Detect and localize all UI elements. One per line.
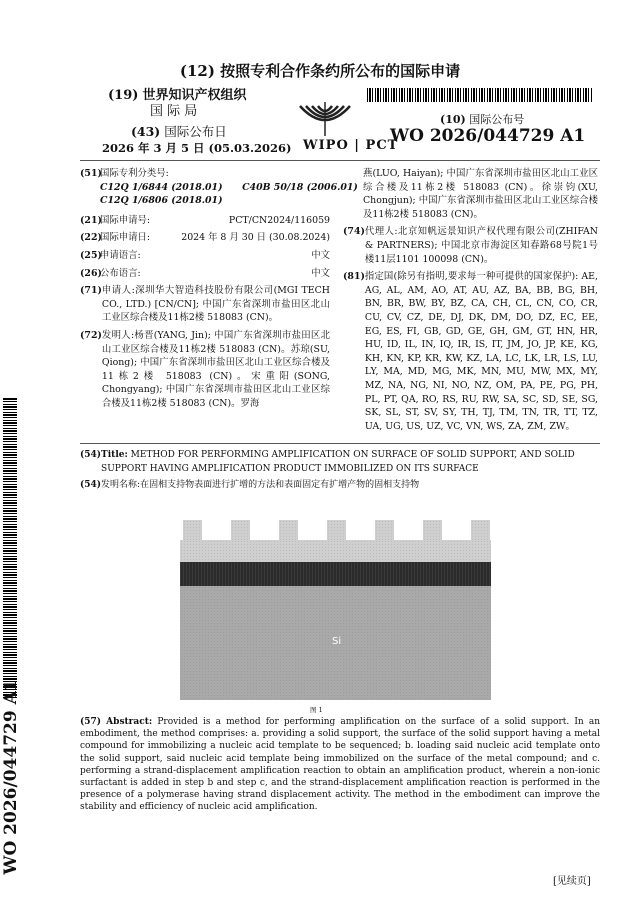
biblio-divider — [80, 443, 600, 444]
agent-text: 代理人:北京知帆远景知识产权代理有限公司(ZHIFAN & PARTNERS); 中国北京市海淀区知春路68号院1号楼11层1101 100098 (CN)。 — [364, 226, 598, 265]
appno-code: (21) — [80, 214, 102, 226]
figure-caption: 图 1 — [310, 706, 323, 714]
publang-code: (26) — [80, 267, 102, 279]
figure-1 — [180, 520, 491, 700]
title-en-code: (54) — [80, 450, 102, 460]
org-name: 世界知识产权组织 — [142, 88, 247, 103]
filing-code: (22) — [80, 232, 102, 244]
comb-tooth — [375, 520, 394, 540]
pubno-code: (10) — [440, 113, 466, 126]
ipc-line-2: C12Q 1/6806 (2018.01) — [100, 195, 223, 207]
pubdate-label: 国际公布日 — [164, 124, 227, 139]
title-zh-code: (54) — [80, 480, 102, 491]
applicant-text: 申请人:深圳华大智造科技股份有限公司(MGI TECH CO., LTD.) [CN/CN]; 中国广东省深圳市盐田区北山工业区综合楼及11栋2楼 518083 (CN)。 — [101, 285, 330, 324]
applicant-code: (71) — [80, 285, 102, 297]
comb-tooth — [471, 520, 490, 540]
comb-tooth — [327, 520, 346, 540]
comb-tooth — [183, 520, 202, 540]
pubno-value: WO 2026/044729 A1 — [390, 126, 586, 146]
pubno-heading — [440, 111, 524, 127]
org-code: (19) — [108, 88, 139, 103]
si-label: Si — [332, 636, 342, 647]
comb-tooth — [279, 520, 298, 540]
inventor-continued: 燕(LUO, Haiyan); 中国广东省深圳市盐田区北山工业区综合楼及11栋2楼 518083 (CN)。徐崇钧(XU, Chongjun); 中国广东省深圳市盐田区北山工业区综合楼及11栋2楼 518083 (CN)。 — [363, 168, 598, 220]
filinglang-value: 中文 — [311, 249, 330, 261]
pubdate-heading — [131, 122, 227, 140]
appno-value: PCT/CN2024/116059 — [228, 214, 330, 226]
abstract-label: Abstract: — [106, 717, 153, 727]
filing-label: 国际申请日: — [100, 232, 151, 244]
publang-value: 中文 — [311, 267, 330, 279]
right-column — [343, 167, 598, 433]
ipc-code: (51) — [80, 168, 102, 179]
org-office: 国 际 局 — [150, 104, 198, 119]
pubdate-value: 2026 年 3 月 5 日 (05.03.2026) — [102, 141, 292, 155]
inventor-text: 发明人:杨晋(YANG, Jin); 中国广东省深圳市盐田区北山工业区综合楼及11栋2楼 518083 (CN)。苏琼(SU, Qiong); 中国广东省深圳市盐田区北山工业区综合楼及11栋2楼 518083 (CN)。宋重阳(SONG, Chongyang); 中国广东省深圳市盐田区北山工业区综合楼及11栋2楼 518083 (CN)。罗海 — [101, 329, 330, 409]
filinglang-label: 申请语言: — [100, 249, 141, 261]
abstract-code: (57) — [80, 717, 102, 727]
header-divider — [80, 160, 600, 161]
metal-layer — [180, 562, 491, 586]
document-title: (12) 按照专利合作条约所公布的国际申请 — [179, 62, 461, 80]
title-en-label: Title: — [101, 450, 128, 460]
states-code: (81) — [343, 271, 365, 283]
continued-note: [见续页] — [553, 876, 591, 887]
title-zh-label: 发明名称: — [101, 480, 141, 491]
si-substrate — [180, 586, 491, 700]
agent-code: (74) — [343, 226, 365, 238]
title-en-text: METHOD FOR PERFORMING AMPLIFICATION ON SURFACE OF SOLID SUPPORT, AND SOLID SUPPORT HAVING AMPLIFICATION PRODUCT IMMOBILIZED ON ITS SURFACE — [101, 450, 575, 474]
title-section — [80, 449, 600, 493]
side-publication-number — [0, 679, 22, 875]
comb-tooth — [423, 520, 442, 540]
barcode-side — [3, 398, 17, 698]
states-text: 指定国(除另有指明,要求每一种可提供的国家保护): AE, AG, AL, AM, AO, AT, AU, AZ, BA, BB, BG, BH, BN, BR, BW, BY, BZ, CA, CH, CL, CN, CO, CR, CU, CV, CZ, DE, DJ, DK, DM, DO, DZ, EC, EE, EG, ES, FI, GB, GD, GE, GH, GM, GT, HN, HR, HU, ID, IL, IN, IQ, IR, IS, IT, JM, JO, JP, KE, KG, KH, KN, KP, KR, KW, KZ, LA, LC, LK, LR, LS, LU, LY, MA, MD, MG, MK, MN, MU, MW, MX, MY, MZ, NA, NG, NI, NO, NZ, OM, PA, PE, PG, PH, PL, PT, QA, RO, RS, RU, RW, SA, SC, SD, SE, SG, SK, SL, ST, SV, SY, TH, TJ, TM, TN, TR, TT, TZ, UA, UG, US, UZ, VC, VN, WS, ZA, ZM, ZW。 — [364, 271, 598, 432]
appno-label: 国际申请号: — [100, 214, 151, 226]
logo-text: WIPO | PCT — [303, 138, 399, 153]
publang-label: 公布语言: — [100, 267, 141, 279]
filing-value: 2024 年 8 月 30 日 (30.08.2024) — [181, 232, 330, 244]
filinglang-code: (25) — [80, 249, 102, 261]
abstract — [80, 716, 600, 814]
pubdate-code: (43) — [131, 124, 161, 139]
abstract-text: Provided is a method for performing amplification on the surface of a solid support. In an embodiment, the method comprises: a. providing a solid support, the surface of the solid support having a metal compound for immobilizing a nucleic acid template to be sequenced; b. loading said nucleic acid template onto the solid support, said nucleic acid template being immobilized on the surface of the metal compound; and c. performing a strand-displacement amplification reaction to obtain an amplification product, wherein a non-ionic surfactant is added in step b and step c, and the strand-displacement amplification reaction is performed in the presence of a polymerase having strand displacement activity. The method in the embodiment can improve the stability and efficiency of nucleic acid amplification. — [80, 717, 600, 813]
title-zh-text: 在固相支持物表面进行扩增的方法和表面固定有扩增产物的固相支持物 — [140, 480, 420, 491]
wipo-logo-icon — [290, 100, 360, 140]
barcode-top — [367, 88, 592, 102]
comb-tooth — [231, 520, 250, 540]
inventor-code: (72) — [80, 329, 102, 341]
ipc-line-1: C12Q 1/6844 (2018.01) C40B 50/18 (2006.01) — [100, 181, 358, 193]
ipc-label: 国际专利分类号: — [100, 168, 169, 179]
side-number-text: WO 2026/044729 A1 — [1, 679, 21, 875]
top-layer — [180, 540, 491, 562]
pubno-label: 国际公布号 — [469, 113, 525, 126]
